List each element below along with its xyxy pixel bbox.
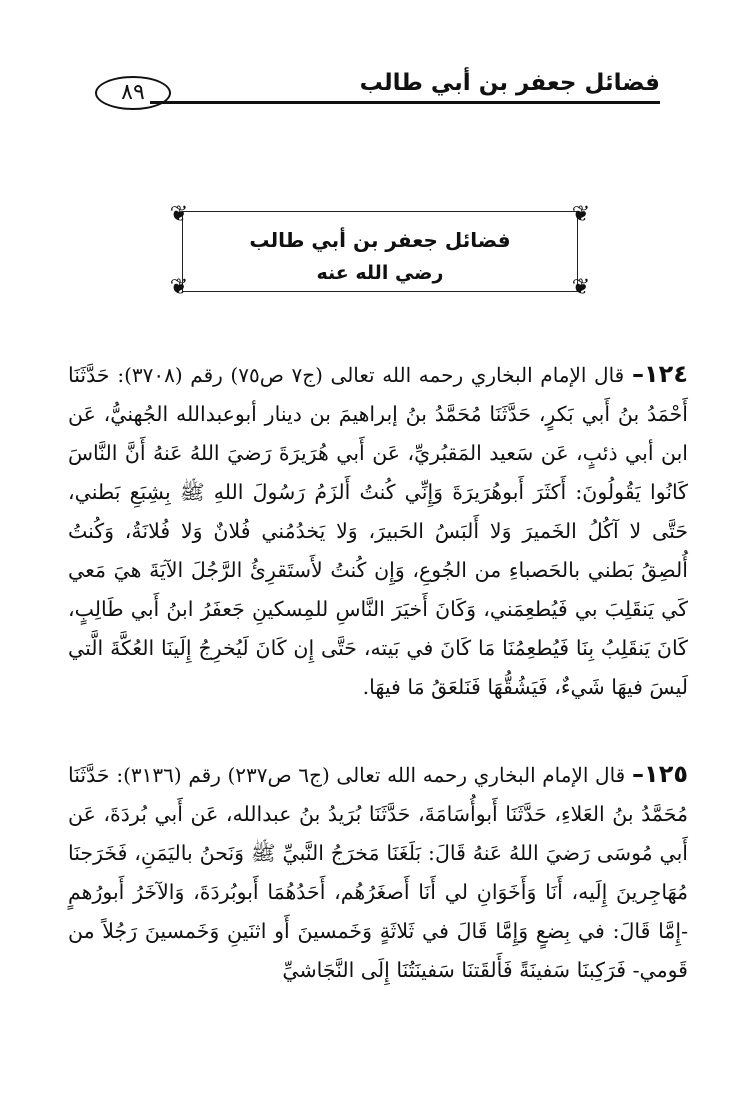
hadith-number: ١٢٥– — [632, 760, 688, 788]
chapter-title-box — [160, 200, 600, 303]
chapter-title: فضائل جعفر بن أبي طالب — [249, 228, 511, 252]
floral-ornament-icon: ❦ — [571, 275, 591, 300]
chapter-subtitle: رضي الله عنه — [316, 262, 444, 284]
hadith-text: حَدَّثَنَا مُحَمَّدُ بنُ العَلاءِ، حَدَّثَنَا أَبوأُسَامَةَ، حَدَّثَنَا بُرَيدُ بنُ عبدالله، عَن أَبي بُردَةَ، عَن أَبي مُوسَى رَضيَ اللهُ عَنهُ قَالَ: بَلَغَنَا مَخرَجُ النَّبيِّ ﷺ وَنَحنُ باليَمَنِ، فَخَرَجنَا مُهَاجِرينَ إِلَيه، أَنَا وَأَخَوَانِ لي أَنَا أَصغَرُهُم، أَحَدُهُمَا أَبوبُردَةَ، وَالآخَرُ أَبورُهمٍ -إِمَّا قَالَ: في بِضعٍ وَإِمَّا قَالَ في ثَلاثَةٍ وَخَمسينَ أَو اثنَينِ وَخَمسينَ رَجُلاً من قَومي- فَرَكِبنَا سَفينَةً فَأَلقَتنَا سَفينَتُنَا إِلَى النَّجَاشيِّ — [68, 763, 688, 982]
hadith-125 — [68, 755, 688, 990]
floral-ornament-icon: ❦ — [169, 275, 189, 300]
hadith-source: قال الإمام البخاري رحمه الله تعالى (ج٦ ص٢٣٧) رقم (٣١٣٦): — [116, 763, 626, 787]
hadith-text: حَدَّثَنَا أَحْمَدُ بنُ أَبي بَكرٍ، حَدَّثَنَا مُحَمَّدُ بنُ إبراهيمَ بن دينار أبوعبدالله الجُهنيُّ، عَن ابن أبي ذئبٍ، عَن سَعيد المَقبُريِّ، عَن أَبي هُرَيرَةَ رَضيَ اللهُ عَنهُ أَنَّ النَّاسَ كَانُوا يَقُولُونَ: أَكثَرَ أَبوهُرَيرَةَ وَإِنِّي كُنتُ أَلزَمُ رَسُولَ اللهِ ﷺ بِشِبَعِ بَطني، حَتَّى لا آكُلُ الخَميرَ وَلا أَلبَسُ الحَبيرَ، وَلا يَخدُمُني فُلانٌ وَلا فُلانَةُ، وَكُنتُ أُلصِقُ بَطني بالحَصباءِ من الجُوعِ، وَإِن كُنتُ لأَستَقرِئُ الرَّجُلَ الآيَةَ هيَ مَعي كَي يَنقَلِبَ بي فَيُطعِمَني، وَكَانَ أَخيَرَ النَّاسِ للمِسكينِ جَعفَرُ ابنُ أَبي طَالِبٍ، كَانَ يَنقَلِبُ بِنَا فَيُطعِمُنَا مَا كَانَ في بَيته، حَتَّى إِن كَانَ لَيُخرِجُ إِلَينَا العُكَّةَ الَّتي لَيسَ فيهَا شَيءٌ، فَيَشُقُّهَا فَنَلعَقُ مَا فيهَا. — [68, 363, 688, 699]
page-number-badge: ٨٩ — [95, 76, 171, 110]
hadith-124 — [68, 355, 688, 707]
running-header — [95, 68, 660, 108]
hadith-source: قال الإمام البخاري رحمه الله تعالى (ج٧ ص٧٥) رقم (٣٧٠٨): — [117, 363, 625, 387]
floral-ornament-icon: ❦ — [169, 202, 189, 227]
header-rule — [150, 101, 660, 104]
hadith-number: ١٢٤– — [632, 360, 688, 388]
floral-ornament-icon: ❦ — [571, 202, 591, 227]
running-title: فضائل جعفر بن أبي طالب — [359, 70, 660, 96]
